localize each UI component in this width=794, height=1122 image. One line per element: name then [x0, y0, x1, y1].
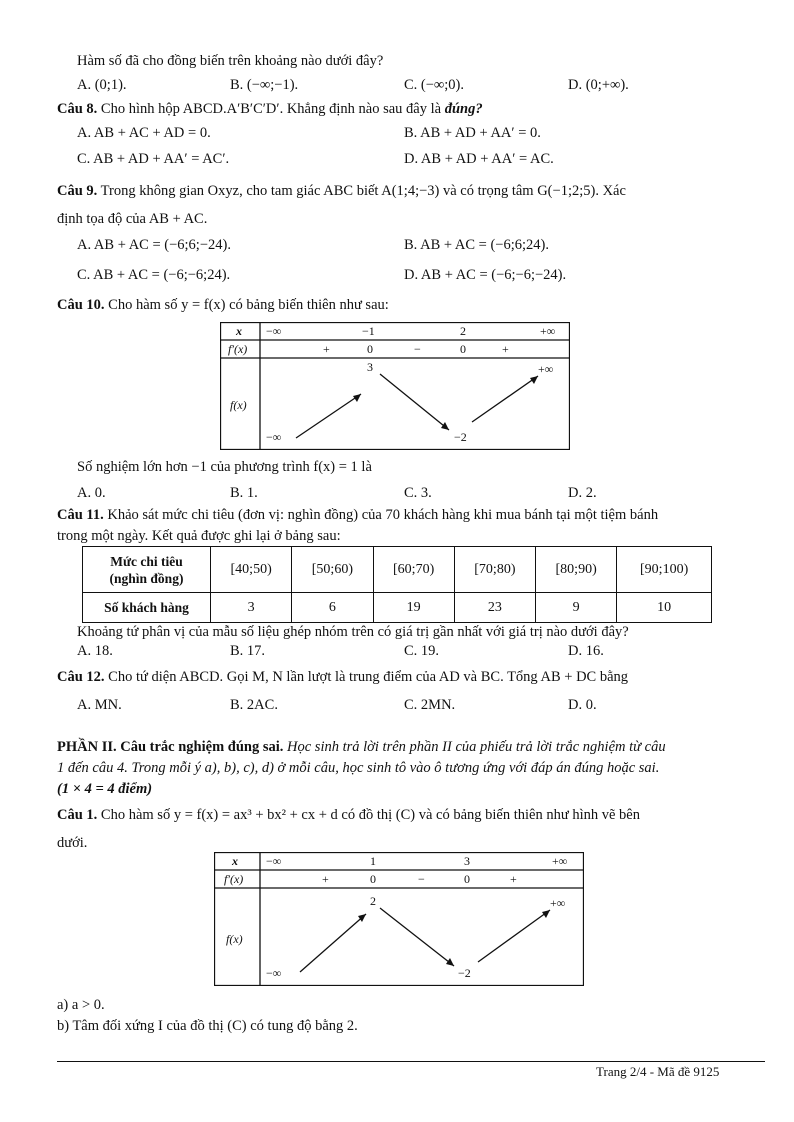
p2q1-x-value: 3 — [464, 854, 470, 868]
q10-x-value: +∞ — [540, 324, 556, 338]
p2q1-x-value: −∞ — [266, 854, 282, 868]
q10-x-value: −∞ — [266, 324, 282, 338]
q11-option-a: A. 18. — [77, 643, 113, 659]
q10-arrow-up-1 — [296, 394, 361, 438]
p2q1-sign: + — [322, 872, 329, 886]
p2q1-item-b: b) Tâm đối xứng I của đồ thị (C) có tung độ bằng 2. — [57, 1018, 358, 1034]
q12-option-d: D. 0. — [568, 697, 597, 713]
q7-option-b: B. (−∞;−1). — [230, 77, 299, 93]
q10-option-a: A. 0. — [77, 485, 106, 501]
p2q1-x-value: 1 — [370, 854, 376, 868]
q11-stem-line1 — [57, 506, 658, 524]
q12-option-c: C. 2MN. — [404, 697, 456, 713]
q11-interval: [70;80) — [454, 547, 535, 593]
p2q1-f-value: +∞ — [550, 896, 566, 910]
q9-stem-line2: định tọa độ của AB + AC. — [57, 211, 208, 227]
p2q1-sign: − — [418, 872, 425, 886]
p2q1-variation-table — [214, 852, 584, 986]
q11-header-spending-line1: Mức chi tiêu — [110, 553, 183, 569]
q10-fp-label: f′(x) — [228, 342, 248, 356]
q11-interval: [90;100) — [617, 547, 712, 593]
p2q1-stem-line1 — [57, 806, 640, 824]
p2q1-stem-line2: dưới. — [57, 835, 88, 851]
part2-title: PHẦN II. Câu trắc nghiệm đúng sai. — [57, 739, 284, 755]
q11-count: 6 — [292, 593, 373, 623]
q8-option-d: D. AB + AD + AA′ = AC. — [404, 151, 554, 167]
q8-option-c: C. AB + AD + AA′ = AC′. — [77, 151, 230, 167]
q11-option-c: C. 19. — [404, 643, 440, 659]
q11-header-spending-line2: (nghìn đồng) — [109, 570, 184, 586]
part2-instruction1: Học sinh trả lời trên phần II của phiếu trả lời trắc nghiệm từ câu — [287, 739, 666, 755]
q11-header-spending — [83, 547, 211, 593]
q10-f-value: −2 — [454, 430, 467, 444]
p2q1-x-value: +∞ — [552, 854, 568, 868]
part2-instruction2: 1 đến câu 4. Trong mỗi ý a), b), c), d) ở mỗi câu, học sinh tô vào ô tương ứng với đáp án đúng hoặc sai. — [57, 760, 660, 776]
q8-stem: Cho hình hộp ABCD.A′B′C′D′. Khẳng định nào sau đây là — [100, 101, 442, 117]
q10-f-value: 3 — [367, 360, 373, 374]
q10-arrow-down — [380, 374, 449, 430]
p2q1-label: Câu 1. — [57, 807, 98, 823]
p2q1-sign: + — [510, 872, 517, 886]
p2q1-f-label: f(x) — [226, 932, 243, 946]
part2-points: (1 × 4 = 4 điểm) — [57, 781, 153, 797]
q11-stem1: Khảo sát mức chi tiêu (đơn vị: nghìn đồng) của 70 khách hàng khi mua bánh tại một tiệm bánh — [107, 507, 659, 523]
q10-f-label: f(x) — [230, 398, 247, 412]
q11-table-row-intervals — [83, 547, 712, 593]
q10-question: Số nghiệm lớn hơn −1 của phương trình f(x) = 1 là — [77, 459, 372, 475]
q11-question: Khoảng tứ phân vị của mẫu số liệu ghép nhóm trên có giá trị gần nhất với giá trị nào dưới đây? — [77, 624, 629, 640]
footer-rule — [57, 1061, 765, 1062]
q10-sign: + — [323, 342, 330, 356]
q11-count: 10 — [617, 593, 712, 623]
q11-label: Câu 11. — [57, 507, 104, 523]
p2q1-f-value: −∞ — [266, 966, 282, 980]
p2q1-f-value: −2 — [458, 966, 471, 980]
q11-interval: [80;90) — [536, 547, 617, 593]
q9-label: Câu 9. — [57, 183, 98, 199]
q11-interval: [60;70) — [373, 547, 454, 593]
p2q1-x-label: x — [232, 854, 238, 868]
q10-stem-line — [57, 296, 389, 314]
q12-option-a: A. MN. — [77, 697, 122, 713]
q11-count: 3 — [211, 593, 292, 623]
page-footer: Trang 2/4 - Mã đề 9125 — [596, 1064, 720, 1079]
p2q1-arrow-down — [380, 908, 454, 966]
q11-table-row-counts — [83, 593, 712, 623]
q11-count: 23 — [454, 593, 535, 623]
q12-stem: Cho tứ diện ABCD. Gọi M, N lần lượt là trung điểm của AD và BC. Tổng AB + DC bằng — [108, 669, 629, 685]
q9-option-b: B. AB + AC = (−6;6;24). — [404, 237, 549, 253]
q9-option-c: C. AB + AC = (−6;−6;24). — [77, 267, 231, 283]
q10-option-b: B. 1. — [230, 485, 258, 501]
q10-sign: 0 — [367, 342, 373, 356]
q11-header-customers: Số khách hàng — [83, 593, 211, 623]
q10-x-value: 2 — [460, 324, 466, 338]
q10-sign: + — [502, 342, 509, 356]
q8-stem-line — [57, 100, 483, 118]
p2q1-sign: 0 — [464, 872, 470, 886]
part2-heading-line — [57, 738, 666, 756]
q11-interval: [50;60) — [292, 547, 373, 593]
q7-stem: Hàm số đã cho đồng biến trên khoảng nào dưới đây? — [77, 53, 384, 69]
q9-option-d: D. AB + AC = (−6;−6;−24). — [404, 267, 567, 283]
q10-x-value: −1 — [362, 324, 375, 338]
q11-interval: [40;50) — [211, 547, 292, 593]
q8-option-b: B. AB + AD + AA′ = 0. — [404, 125, 541, 141]
q11-count: 9 — [536, 593, 617, 623]
q10-sign: 0 — [460, 342, 466, 356]
q10-x-label: x — [236, 324, 242, 338]
q11-frequency-table — [82, 546, 712, 623]
q9-option-a: A. AB + AC = (−6;6;−24). — [77, 237, 231, 253]
q11-option-b: B. 17. — [230, 643, 266, 659]
p2q1-arrow-up-2 — [478, 910, 550, 962]
p2q1-stem1: Cho hàm số y = f(x) = ax³ + bx² + cx + d có đồ thị (C) và có bảng biến thiên như hình vẽ bên — [100, 807, 640, 823]
q8-emph: đúng? — [444, 101, 483, 117]
q11-count: 19 — [373, 593, 454, 623]
q10-sign: − — [414, 342, 421, 356]
q10-stem: Cho hàm số y = f(x) có bảng biến thiên như sau: — [108, 297, 389, 313]
q10-f-value: +∞ — [538, 362, 554, 376]
q12-label: Câu 12. — [57, 669, 105, 685]
q10-arrow-up-2 — [472, 376, 538, 422]
q8-label: Câu 8. — [57, 101, 98, 117]
q7-option-c: C. (−∞;0). — [404, 77, 464, 93]
q11-stem-line2: trong một ngày. Kết quả được ghi lại ở bảng sau: — [57, 528, 341, 544]
q7-option-a: A. (0;1). — [77, 77, 127, 93]
q10-option-c: C. 3. — [404, 485, 432, 501]
p2q1-arrow-up-1 — [300, 914, 366, 972]
q10-f-value: −∞ — [266, 430, 282, 444]
p2q1-item-a: a) a > 0. — [57, 997, 105, 1013]
q9-stem-line1 — [57, 182, 626, 200]
q12-stem-line — [57, 668, 628, 686]
q9-stem1: Trong không gian Oxyz, cho tam giác ABC biết A(1;4;−3) và có trọng tâm G(−1;2;5). Xác — [100, 183, 626, 199]
q10-variation-table — [220, 322, 570, 450]
q10-option-d: D. 2. — [568, 485, 597, 501]
q10-label: Câu 10. — [57, 297, 105, 313]
p2q1-fp-label: f′(x) — [224, 872, 244, 886]
p2q1-sign: 0 — [370, 872, 376, 886]
p2q1-f-value: 2 — [370, 894, 376, 908]
q8-option-a: A. AB + AC + AD = 0. — [77, 125, 211, 141]
q11-option-d: D. 16. — [568, 643, 604, 659]
q12-option-b: B. 2AC. — [230, 697, 278, 713]
q7-option-d: D. (0;+∞). — [568, 77, 629, 93]
